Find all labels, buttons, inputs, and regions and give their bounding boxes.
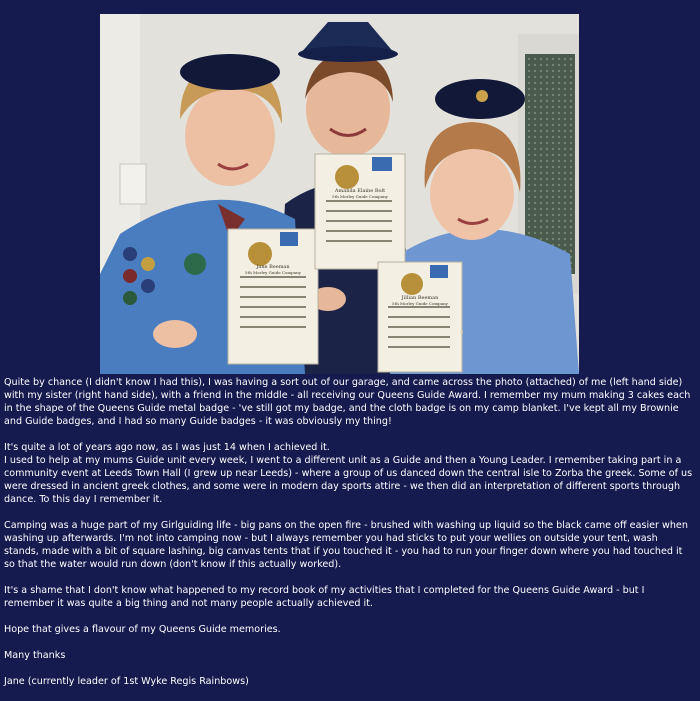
story-signature: Jane (currently leader of 1st Wyke Regis Rainbows) (4, 676, 249, 687)
certificate-right (378, 262, 462, 372)
certificate-left (228, 229, 318, 364)
story-paragraph-3: I used to help at my mums Guide unit every week, I went to a different unit as a Guide and then a Young Leader. I remember taking part in a community event at Leeds Town Hall (I grew up near Leeds) - where a group of us danced down the central isle to Zorba the greek. Some of us were dressed in ancient greek clothes, and some were in modern day sports attire - we then did an interpretation of different sports through dance. To this day I remember it. (4, 455, 693, 505)
story-paragraph-4: Camping was a huge part of my Girlguiding life - big pans on the open fire - brushed with washing up liquid so the black came off easier when washing up afterwards. I'm not into camping now - but I always remember you had sticks to put your wellies on outside your tent, wash stands, made with a bit of square lashing, big canvas tents that if you touched it - you had to run your finger down where you had touched it so that the water would run down (don't know if this actually worked). (4, 520, 688, 570)
story-paragraph-5: It's a shame that I don't know what happened to my record book of my activities that I completed for the Queens Guide Award - but I remember it was quite a big thing and not many people actually achieved it. (4, 585, 645, 609)
story-text (4, 376, 694, 701)
story-paragraph-1: Quite by chance (I didn't know I had this), I was having a sort out of our garage, and came across the photo (attached) of me (left hand side) with my sister (right hand side), with a friend in the middle - all receiving our Queens Guide Award. I remember my mum making 3 cakes each in the shape of the Queens Guide metal badge - 've still got my badge, and the cloth badge is on my camp blanket. I've kept all my Brownie and Guide badges, and I had so many Guide badges - it was obviously my thing! (4, 377, 691, 427)
story-paragraph-2: It's quite a lot of years ago now, as I was just 14 when I achieved it. (4, 442, 330, 453)
certificate-name: Jillian Beeman (401, 295, 439, 301)
certificate-name: Amanda Elaine Bolt (334, 188, 386, 194)
certificate-unit: 5th Morley Guide Company (392, 301, 448, 306)
certificate-unit: 5th Morley Guide Company (245, 270, 301, 275)
certificate-unit: 5th Morley Guide Company (332, 194, 388, 199)
photo-illustration (100, 14, 579, 374)
guides-photo (100, 14, 579, 374)
story-paragraph-7: Many thanks (4, 650, 66, 661)
certificate-name: Jane Beeman (256, 264, 290, 270)
story-paragraph-6: Hope that gives a flavour of my Queens Guide memories. (4, 624, 281, 635)
certificate-middle (315, 154, 405, 269)
